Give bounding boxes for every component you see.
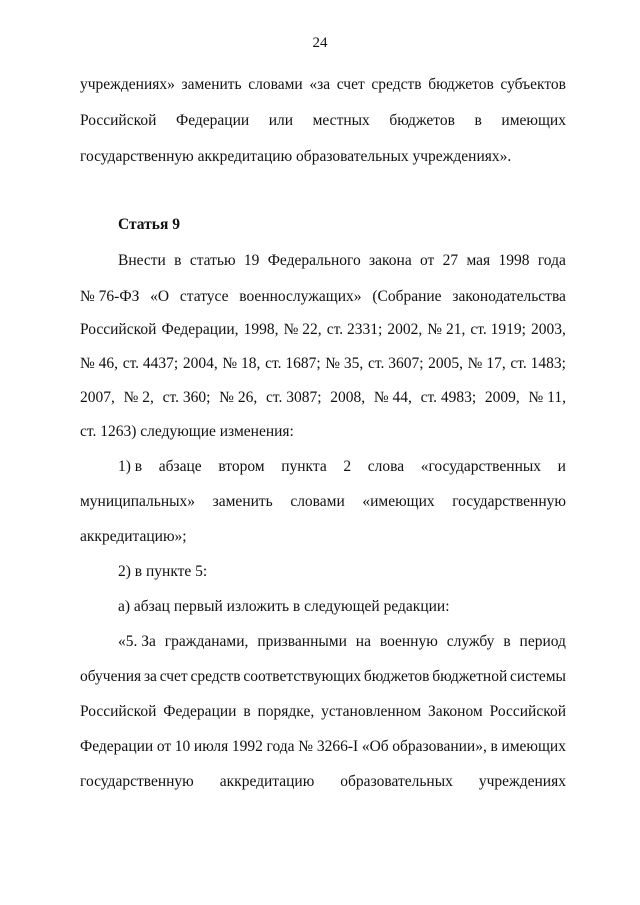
word: 19 <box>243 252 260 269</box>
text-line <box>80 75 566 95</box>
word: в <box>174 252 182 269</box>
word: средств <box>190 668 241 685</box>
word: установленном <box>321 703 422 720</box>
word: местных <box>312 112 370 129</box>
word: пункта <box>281 458 327 475</box>
word: имеющих <box>501 738 566 755</box>
word: № 35, <box>325 355 364 372</box>
word: от <box>420 252 435 269</box>
text-line <box>80 287 566 307</box>
text-line <box>80 320 566 340</box>
word: 10 <box>174 738 191 755</box>
word: аккредитацию <box>219 773 315 790</box>
word: в <box>243 703 251 720</box>
word: период <box>519 633 566 650</box>
word: военнослужащих» <box>239 288 362 305</box>
word: учреждениях <box>478 773 566 790</box>
word: счет <box>159 668 188 685</box>
word: 2009, <box>484 389 520 406</box>
word: № 22, <box>283 321 322 338</box>
word: года <box>537 252 566 269</box>
word: 1992 <box>231 738 263 755</box>
word: призванными <box>257 633 347 650</box>
word: порядке, <box>257 703 315 720</box>
word: военную <box>379 633 438 650</box>
word: «имеющих <box>362 493 435 510</box>
word: Законом <box>428 703 483 720</box>
word: «государственных <box>420 458 542 475</box>
word: или <box>268 112 294 129</box>
word: 2002, <box>387 321 423 338</box>
word: № 2, <box>123 389 154 406</box>
word: «Об <box>361 738 389 755</box>
word: учреждениях» <box>80 76 175 93</box>
word: словами <box>248 76 303 93</box>
word: Внести <box>118 252 166 269</box>
word: втором <box>218 458 265 475</box>
word: системы <box>510 668 566 685</box>
word: государственную <box>80 773 194 790</box>
word: мая <box>466 252 491 269</box>
word: закона <box>369 252 412 269</box>
word: законодательства <box>452 288 566 305</box>
text-line <box>80 354 566 374</box>
word: «5. За <box>118 633 156 650</box>
word: абзаце <box>158 458 202 475</box>
word: словами <box>290 493 345 510</box>
word: 2003, <box>531 321 566 338</box>
text-line <box>118 251 566 271</box>
word: бюджетной <box>432 668 508 685</box>
word: Российской <box>80 703 157 720</box>
word: от <box>156 738 172 755</box>
text-line: аккредитацию»; <box>80 528 187 545</box>
word: бюджетов <box>389 112 455 129</box>
article-heading: Статья 9 <box>118 216 180 233</box>
word: статусе <box>179 288 229 305</box>
word: ст. 3607; <box>367 355 424 372</box>
word: 2 <box>343 458 352 475</box>
text-line <box>80 667 566 687</box>
word: статью <box>189 252 236 269</box>
word: июля <box>193 738 229 755</box>
word: службу <box>446 633 495 650</box>
page-number: 24 <box>312 35 328 51</box>
text-line <box>80 737 566 757</box>
word: государственную <box>452 493 566 510</box>
word: № 76-ФЗ <box>80 288 140 305</box>
word: Федерации <box>175 112 250 129</box>
word: 1) в <box>118 458 143 475</box>
word: № 17, <box>467 355 506 372</box>
word: образовании», <box>392 738 487 755</box>
word: в <box>490 738 498 755</box>
word: ст. 4437; <box>122 355 179 372</box>
word: «О <box>150 288 170 305</box>
text-line <box>118 632 566 652</box>
text-line: ст. 1263) следующие изменения: <box>80 423 294 440</box>
word: бюджетов <box>428 76 494 93</box>
word: в <box>503 633 511 650</box>
word: имеющих <box>501 112 566 129</box>
word: «за <box>309 76 331 93</box>
word: Российской <box>80 321 157 338</box>
word: № 11, <box>528 389 566 406</box>
word: ст. 2331; <box>326 321 383 338</box>
word: счет <box>336 76 365 93</box>
word: заменить <box>212 493 273 510</box>
word: 2008, <box>330 389 366 406</box>
word: ст. 4983; <box>420 389 477 406</box>
word: гражданами, <box>164 633 249 650</box>
word: соответствующих <box>243 668 362 685</box>
word: № 3266-I <box>298 738 359 755</box>
word: слова <box>367 458 405 475</box>
text-line <box>80 388 566 408</box>
word: ст. 1919; <box>470 321 526 338</box>
word: образовательных <box>340 773 453 790</box>
word: заменить <box>181 76 242 93</box>
word: субъектов <box>500 76 566 93</box>
text-line <box>80 772 566 792</box>
word: № 44, <box>373 389 412 406</box>
text-line: государственную аккредитацию образовательных учреждениях». <box>80 148 512 165</box>
word: ст. 360; <box>162 389 211 406</box>
word: Федерального <box>267 252 361 269</box>
word: № 46, <box>80 355 119 372</box>
word: 2007, <box>80 389 115 406</box>
word: 2005, <box>428 355 464 372</box>
word: в <box>474 112 482 129</box>
word: № 26, <box>219 389 258 406</box>
word: муниципальных» <box>80 493 196 510</box>
word: и <box>557 458 566 475</box>
word: бюджетов <box>363 668 430 685</box>
text-line: 2) в пункте 5: <box>118 563 208 580</box>
word: года <box>266 738 295 755</box>
word: Федерации, <box>161 321 239 338</box>
word: средств <box>371 76 422 93</box>
text-line <box>80 702 566 722</box>
word: обучения <box>80 668 142 685</box>
word: Российской <box>80 112 157 129</box>
word: за <box>143 668 157 685</box>
word: 27 <box>442 252 459 269</box>
word: № 18, <box>222 355 261 372</box>
word: 2004, <box>182 355 218 372</box>
text-line <box>80 492 566 512</box>
word: на <box>355 633 371 650</box>
word: ст. 3087; <box>265 389 322 406</box>
word: (Собрание <box>372 288 442 305</box>
text-line: а) абзац первый изложить в следующей редакции: <box>118 598 450 615</box>
word: № 21, <box>427 321 466 338</box>
word: ст. 1687; <box>265 355 321 372</box>
text-line <box>80 111 566 131</box>
word: ст. 1483; <box>510 355 566 372</box>
word: 1998, <box>243 321 279 338</box>
word: Российской <box>489 703 566 720</box>
text-line <box>118 457 566 477</box>
word: Федерации <box>163 703 237 720</box>
word: 1998 <box>498 252 530 269</box>
word: Федерации <box>80 738 154 755</box>
